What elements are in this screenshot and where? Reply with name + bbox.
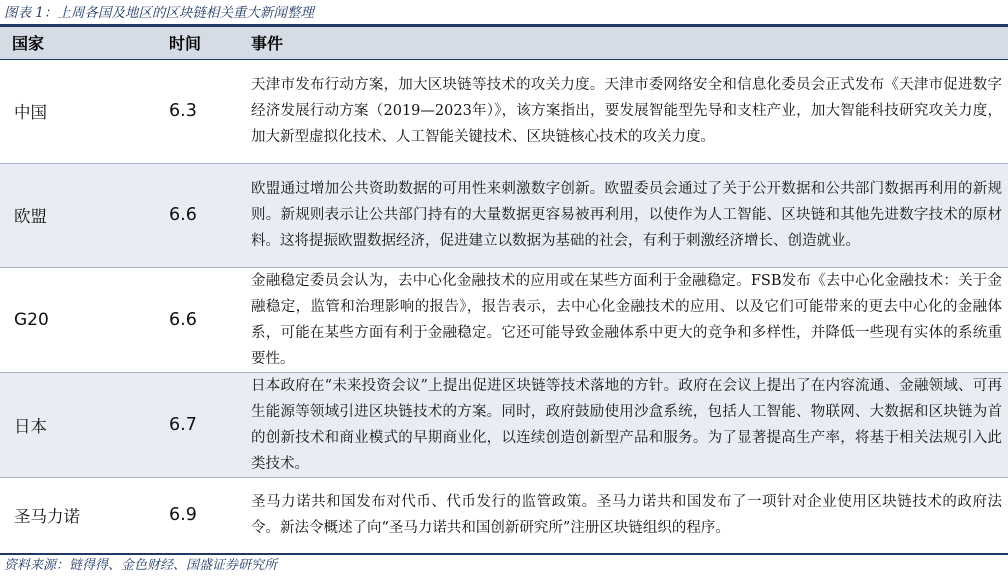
header-event: 事件 <box>251 34 284 54</box>
header-country: 国家 <box>12 34 45 54</box>
header-date: 时间 <box>169 34 202 54</box>
row-country: 欧盟 <box>14 207 47 226</box>
row-country: G20 <box>14 309 49 330</box>
row-event: 天津市发布行动方案，加大区块链等技术的攻关力度。天津市委网络安全和信息化委员会正式发布《天津市促进数字经济发展行动方案（2019—2023年）》，该方案指出，要发展智能型先导和支柱产业，加大智能科技研究攻关力度，加大新型虚拟化技术、人工智能关键技术、区块链核心技术的攻关力度。 <box>251 77 1002 145</box>
table-row-china <box>0 59 1008 163</box>
row-event: 金融稳定委员会认为，去中心化金融技术的应用或在某些方面利于金融稳定。FSB发布《去中心化金融技术：关于金融稳定，监管和治理影响的报告》，报告表示，去中心化金融技术的应用、以及它们可能带来的更去中心化的金融体系，可能在某些方面有利于金融稳定。它还可能导致金融体系中更大的竞争和多样性，并降低一些现有实体的系统重要性。 <box>251 272 1002 367</box>
table-row-eu <box>0 163 1008 267</box>
table-row-san-marino <box>0 477 1008 554</box>
figure-caption: 图表 1：上周各国及地区的区块链相关重大新闻整理 <box>4 5 314 21</box>
table-row-japan <box>0 372 1008 477</box>
table-body <box>0 59 1008 554</box>
row-date: 6.6 <box>169 205 197 225</box>
table-header <box>0 27 1008 59</box>
row-date: 6.6 <box>169 309 197 330</box>
source-note: 资料来源：链得得、金色财经、国盛证券研究所 <box>4 558 278 573</box>
events-table <box>0 27 1008 555</box>
row-country: 中国 <box>14 103 47 122</box>
row-event: 日本政府在“未来投资会议”上提出促进区块链等技术落地的方针。政府在会议上提出了在内容流通、金融领域、可再生能源等领域引进区块链技术的方案。同时，政府鼓励使用沙盒系统，包括人工智能、物联网、大数据和区块链为首的创新技术和商业模式的早期商业化，以连续创造创新型产品和服务。为了显著提高生产率，将基于相关法规引入此类技术。 <box>251 377 1002 472</box>
row-date: 6.3 <box>169 101 197 121</box>
header-row <box>0 27 1008 59</box>
row-country: 圣马力诺 <box>14 507 80 527</box>
row-date: 6.9 <box>169 505 197 526</box>
row-country: 日本 <box>14 416 47 436</box>
row-event: 圣马力诺共和国发布对代币、代币发行的监管政策。圣马力诺共和国发布了一项针对企业使用区块链技术的政府法令。新法令概述了向“圣马力诺共和国创新研究所”注册区块链组织的程序。 <box>251 494 1002 537</box>
row-event: 欧盟通过增加公共资助数据的可用性来刺激数字创新。欧盟委员会通过了关于公开数据和公共部门数据再利用的新规则。新规则表示让公共部门持有的大量数据更容易被再利用，以使作为人工智能、区块链和其他先进数字技术的原材料。这将提振欧盟数据经济，促进建立以数据为基础的社会，有利于刺激经济增长、创造就业。 <box>251 181 1002 249</box>
table-row-g20 <box>0 267 1008 372</box>
row-date: 6.7 <box>169 414 197 435</box>
